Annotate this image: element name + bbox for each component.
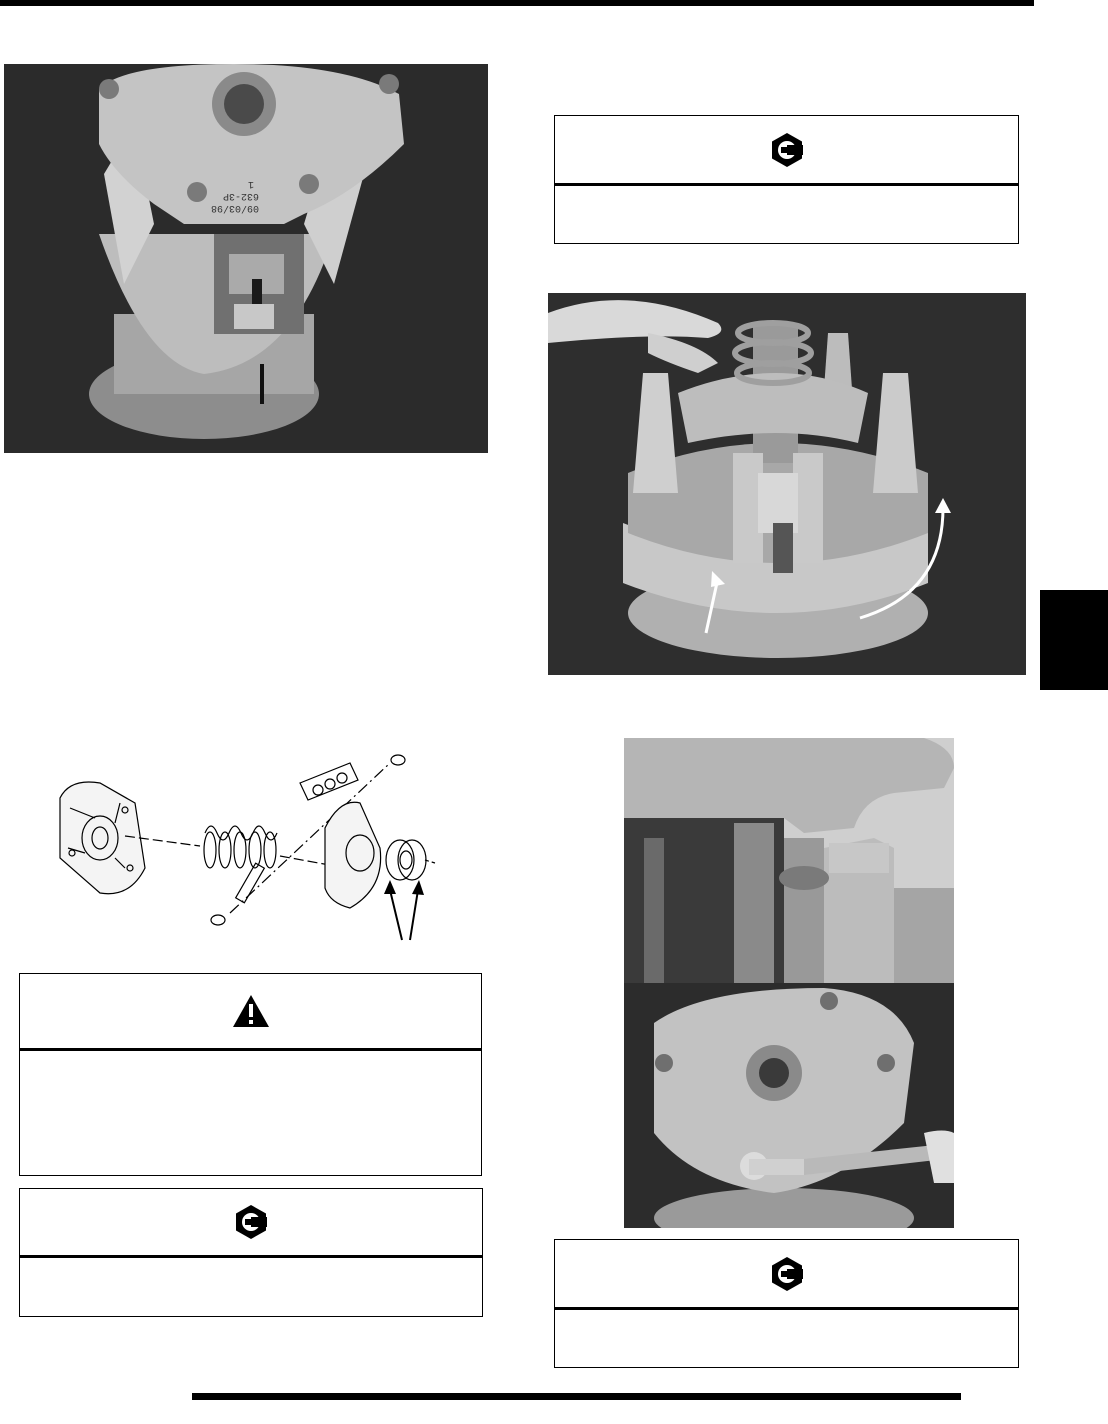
bottom-rule	[192, 1393, 961, 1400]
stamp-text-2: 632-3P	[222, 190, 259, 201]
clutch-photo-top	[4, 64, 488, 453]
clutch-spring-photo	[548, 293, 1026, 675]
torque-wrench-photo	[624, 983, 954, 1228]
stamp-text-3: 09/03/98	[210, 202, 259, 213]
warning-notice	[19, 973, 482, 1176]
cover-closeup-photo	[624, 738, 954, 983]
tool-notice-top	[554, 115, 1019, 244]
tool-notice-left	[19, 1188, 483, 1317]
warning-triangle-icon	[232, 994, 270, 1028]
wrench-icon	[767, 130, 807, 170]
tool-notice-bottom	[554, 1239, 1019, 1368]
stamp-text-1: 1	[247, 178, 254, 189]
top-rule	[0, 0, 1034, 6]
wrench-icon	[767, 1254, 807, 1294]
wrench-icon	[231, 1202, 271, 1242]
chapter-side-tab	[1040, 590, 1108, 690]
exploded-clutch-diagram	[40, 748, 460, 943]
